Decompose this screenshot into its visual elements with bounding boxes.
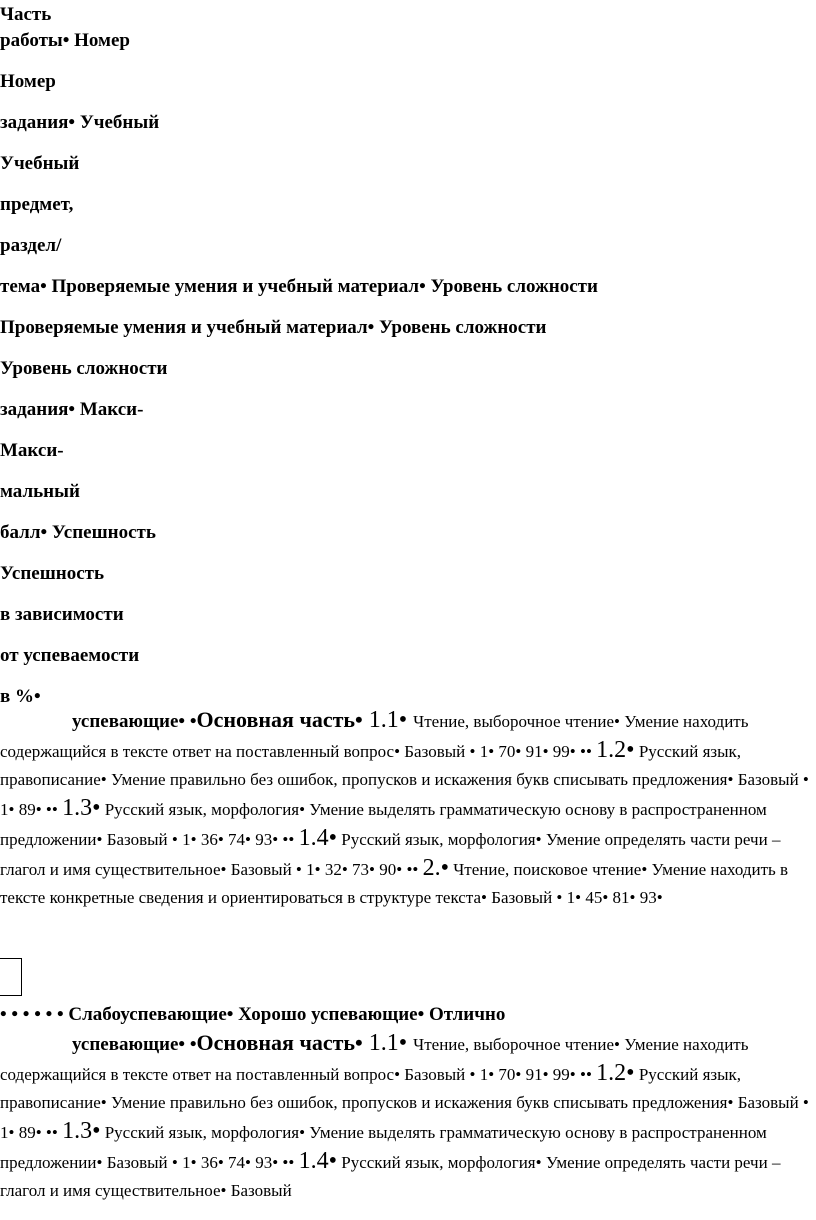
header-line: в зависимости bbox=[0, 604, 124, 625]
block-1 bbox=[0, 706, 812, 912]
block-2-task-1-1: 1.1• bbox=[362, 1030, 414, 1056]
header-line: Успешность bbox=[0, 563, 105, 584]
header-line: от успеваемости bbox=[0, 645, 140, 666]
block-1-row-2: Русский язык, правописание• Умение правильно без ошибок, пропусков и искажения букв списывать предложения• Базовый • 1• 89• •• bbox=[0, 742, 809, 819]
header-line: мальный bbox=[0, 481, 80, 502]
block-2-row-3: Русский язык, морфология• Умение выделять грамматическую основу в распространенном предложении• Базовый • 1• 36• 74• 93• •• bbox=[0, 1123, 767, 1172]
categories-line: • • • • • • Слабоуспевающие• Хорошо успевающие• Отлично bbox=[0, 1004, 506, 1025]
header-line: Номер bbox=[0, 71, 56, 92]
header-line: балл• Успешность bbox=[0, 522, 156, 543]
header-line: Учебный bbox=[0, 153, 80, 174]
header-line: Уровень сложности bbox=[0, 358, 168, 379]
block-1-main-part: Основная часть• bbox=[196, 707, 363, 732]
block-1-task-1-3: 1.3• bbox=[62, 795, 101, 821]
block-1-task-1-2: 1.2• bbox=[596, 737, 635, 763]
cell-box bbox=[0, 958, 22, 996]
block-2-task-1-3: 1.3• bbox=[62, 1118, 101, 1144]
block-1-task-1-4: 1.4• bbox=[298, 825, 337, 851]
header-line: раздел/ bbox=[0, 235, 62, 256]
block-2-main-part: Основная часть• bbox=[196, 1030, 363, 1055]
block-1-row-3: Русский язык, морфология• Умение выделять грамматическую основу в распространенном предложении• Базовый • 1• 36• 74• 93• •• bbox=[0, 800, 767, 849]
block-1-row-4: Русский язык, морфология• Умение определять части речи – глагол и имя существительное• Базовый • 1• 32• 73• 90• •• bbox=[0, 830, 781, 879]
block-1-task-1-1: 1.1• bbox=[362, 707, 414, 733]
block-1-lead: успевающие• • bbox=[72, 711, 197, 732]
header-line: задания• Учебный bbox=[0, 112, 160, 133]
block-2-row-4: Русский язык, морфология• Умение определять части речи – глагол и имя существительное• Базовый bbox=[0, 1153, 781, 1200]
header-line: Проверяемые умения и учебный материал• Уровень сложности bbox=[0, 317, 547, 338]
header-line: тема• Проверяемые умения и учебный материал• Уровень сложности bbox=[0, 276, 598, 297]
header-line: в %• bbox=[0, 686, 41, 707]
block-1-row-5: Чтение, поисковое чтение• Умение находить в тексте конкретные сведения и ориентироваться в структуре текста• Базовый • 1• 45• 81• 93• bbox=[0, 860, 789, 907]
header-line: работы• Номер bbox=[0, 30, 130, 51]
block-2-lead: успевающие• • bbox=[72, 1034, 197, 1055]
block-2 bbox=[0, 1001, 812, 1205]
block-2-row-1: Чтение, выборочное чтение• Умение находить содержащийся в тексте ответ на поставленный вопрос• Базовый • 1• 70• 91• 99• •• bbox=[0, 1035, 749, 1084]
header-line: предмет, bbox=[0, 194, 74, 215]
block-2-task-1-2: 1.2• bbox=[596, 1060, 635, 1086]
block-1-row-1: Чтение, выборочное чтение• Умение находить содержащийся в тексте ответ на поставленный вопрос• Базовый • 1• 70• 91• 99• •• bbox=[0, 712, 749, 761]
block-2-row-2: Русский язык, правописание• Умение правильно без ошибок, пропусков и искажения букв списывать предложения• Базовый • 1• 89• •• bbox=[0, 1065, 809, 1142]
header-line: задания• Макси- bbox=[0, 399, 144, 420]
block-1-task-2: 2.• bbox=[422, 855, 449, 881]
header-line: Часть bbox=[0, 4, 52, 25]
block-2-task-1-4: 1.4• bbox=[298, 1148, 337, 1174]
header-line: Макси- bbox=[0, 440, 64, 461]
